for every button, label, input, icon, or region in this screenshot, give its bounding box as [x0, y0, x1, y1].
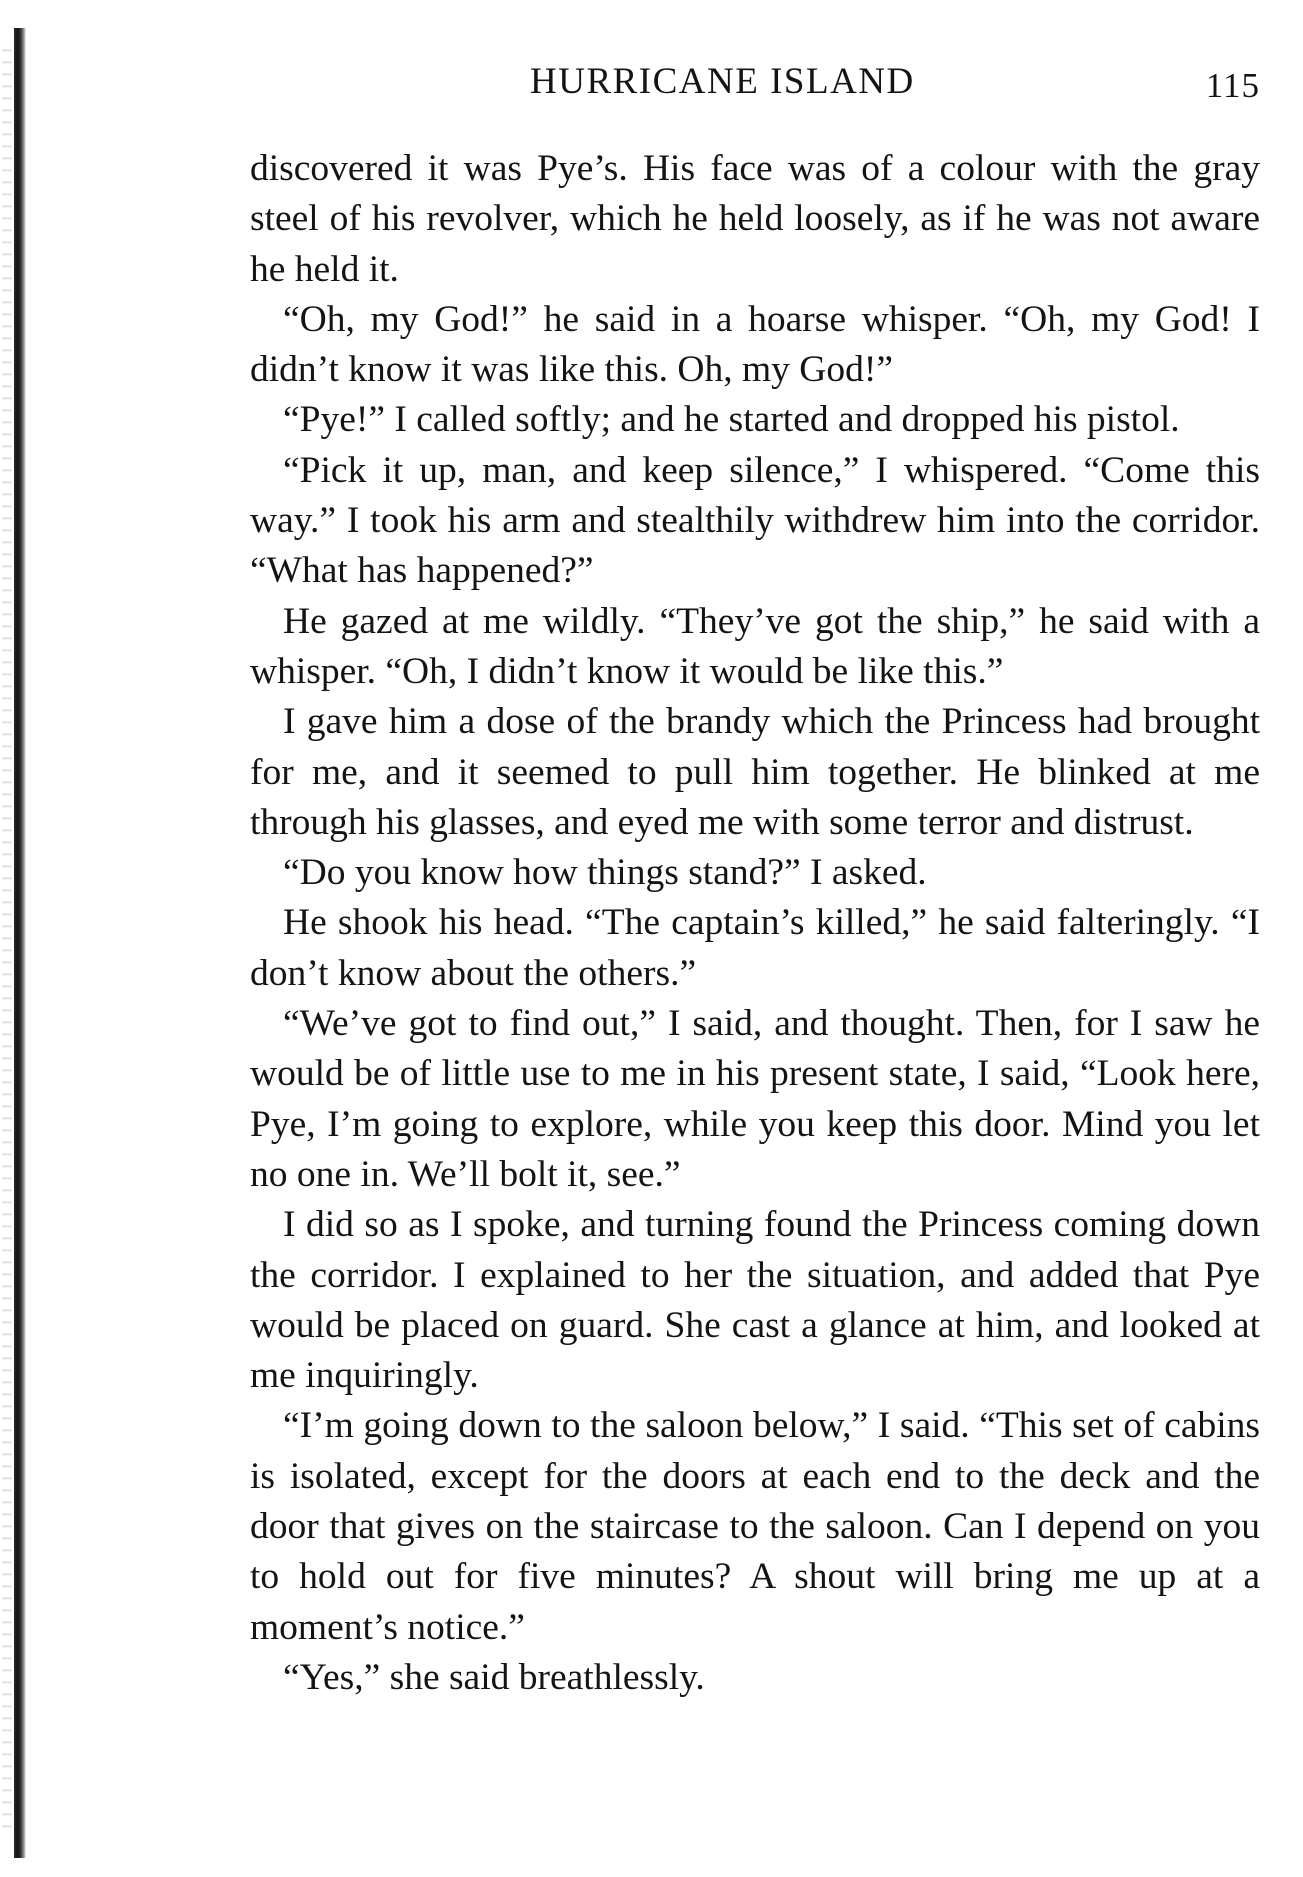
- body-text: [250, 144, 1260, 1703]
- running-title: HURRICANE ISLAND: [530, 61, 915, 102]
- paragraph: I gave him a dose of the brandy which the Princess had brought for me, and it seemed to pull him together. He blinked at me through his glasses, and eyed me with some terror and distrust.: [250, 701, 1260, 843]
- paragraph: discovered it was Pye’s. His face was of a colour with the gray steel of his revolver, which he held loosely, as if he was not aware he held it.: [250, 148, 1260, 290]
- paragraph: “I’m going down to the saloon below,” I said. “This set of cabins is isolated, except for the doors at each end to the deck and the door that gives on the staircase to the saloon. Can I depend on you to hold out for five minutes? A shout will bring me up at a moment’s notice.”: [250, 1405, 1260, 1648]
- paragraph: “Oh, my God!” he said in a hoarse whisper. “Oh, my God! I didn’t know it was like this. Oh, my God!”: [250, 298, 1260, 391]
- paragraph: “Pye!” I called softly; and he started and dropped his pistol.: [283, 399, 1180, 441]
- paragraph: “Pick it up, man, and keep silence,” I whispered. “Come this way.” I took his arm and stealthily withdrew him into the corridor. “What has happened?”: [250, 449, 1260, 592]
- book-page: [250, 60, 1260, 1703]
- paragraph: “Yes,” she said breathlessly.: [283, 1656, 705, 1698]
- paragraph: I did so as I spoke, and turning found the Princess coming down the corridor. I explained to her the situation, and added that Pye would be placed on guard. She cast a glance at him, and looked at me inquiringly.: [250, 1204, 1260, 1397]
- paragraph: “Do you know how things stand?” I asked.: [283, 852, 927, 894]
- paragraph: He gazed at me wildly. “They’ve got the ship,” he said with a whisper. “Oh, I didn’t know it would be like this.”: [250, 600, 1260, 692]
- running-head: [250, 60, 1260, 120]
- paragraph: “We’ve got to find out,” I said, and thought. Then, for I saw he would be of little use to me in his present state, I said, “Look here, Pye, I’m going to explore, while you keep this door. Mind you let no one in. We’ll bolt it, see.”: [250, 1003, 1260, 1195]
- book-binding-edge: [14, 28, 26, 1858]
- page-number: 115: [1205, 66, 1260, 105]
- binding-shadow: [2, 40, 12, 1830]
- paragraph: He shook his head. “The captain’s killed,” he said falteringly. “I don’t know about the others.”: [250, 902, 1260, 994]
